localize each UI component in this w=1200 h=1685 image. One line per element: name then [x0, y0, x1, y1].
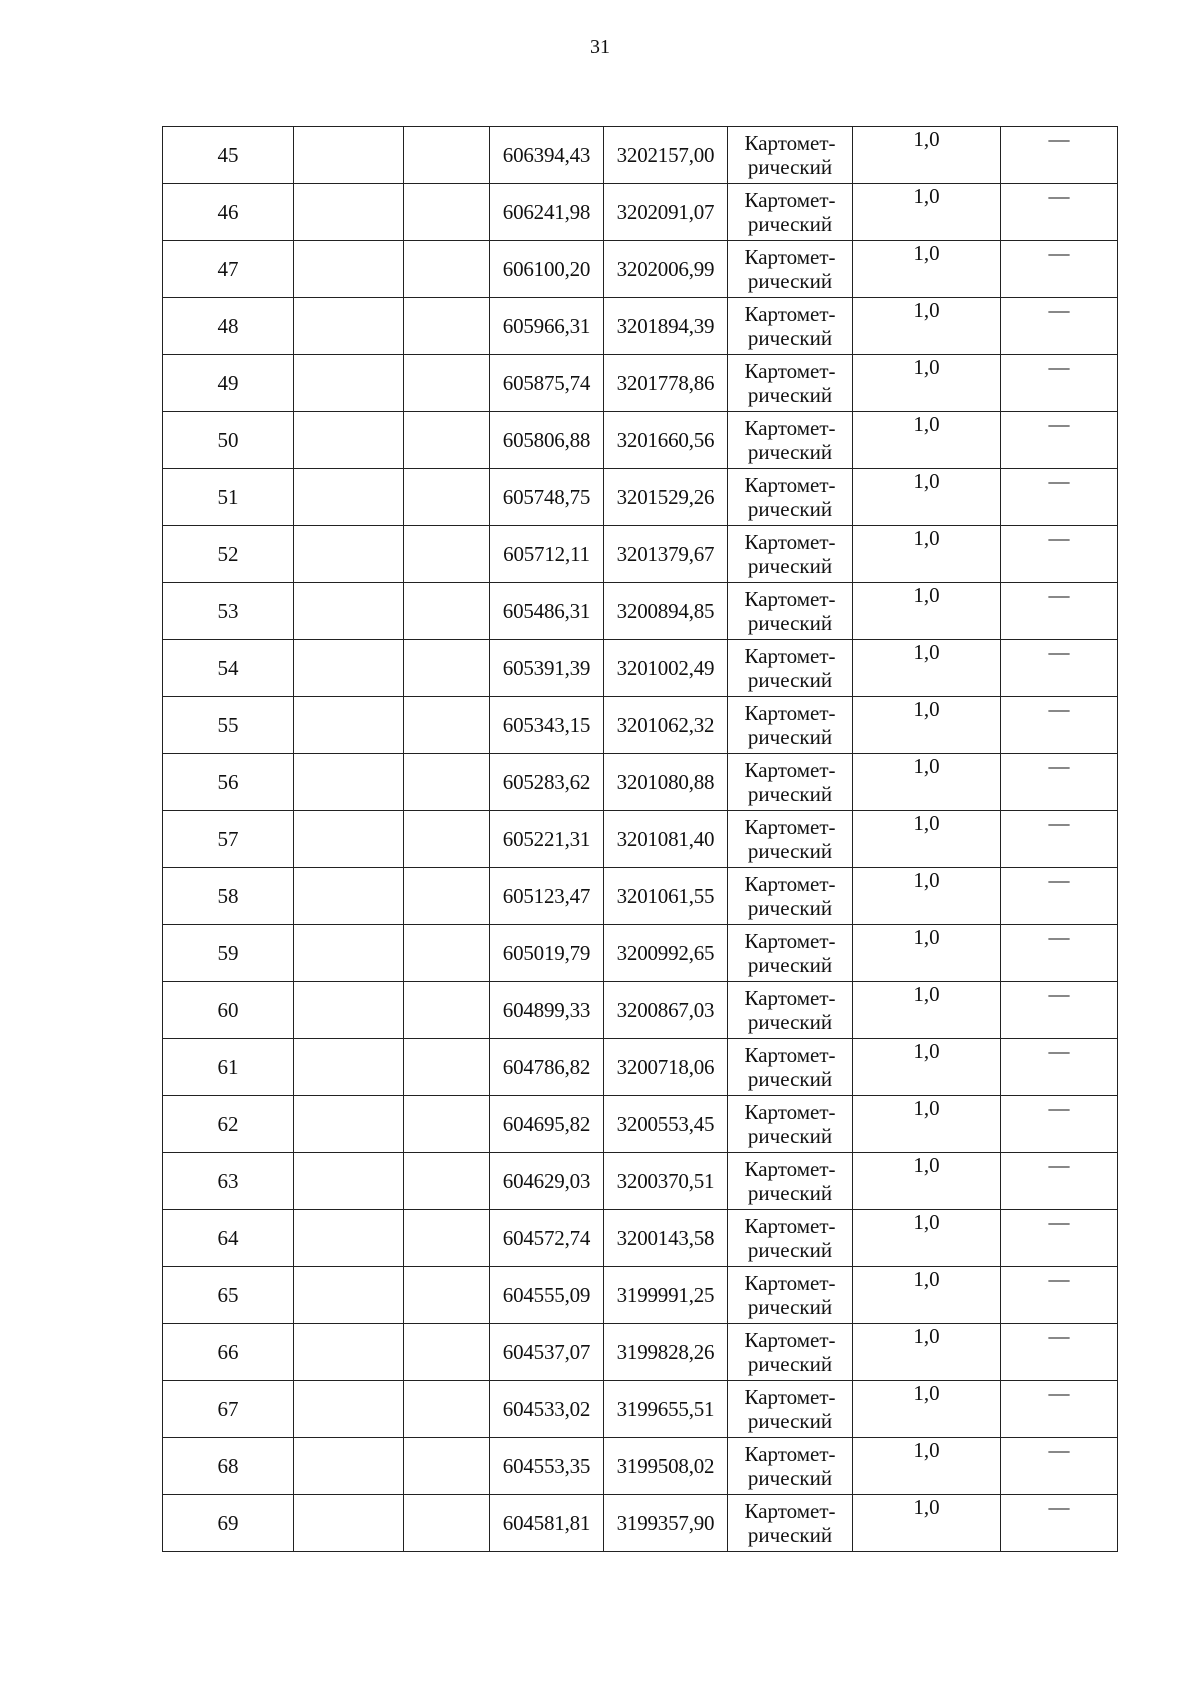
note-cell: —	[1001, 868, 1118, 925]
empty-cell-2	[404, 925, 490, 982]
y-coordinate-cell: 3199655,51	[604, 1381, 728, 1438]
y-coordinate-cell: 3201660,56	[604, 412, 728, 469]
y-coordinate-cell: 3200992,65	[604, 925, 728, 982]
table-row	[163, 754, 1118, 811]
table-row	[163, 1267, 1118, 1324]
note-cell: —	[1001, 640, 1118, 697]
empty-cell-1	[294, 526, 404, 583]
accuracy-cell: 1,0	[853, 526, 1001, 583]
x-coordinate-cell: 604553,35	[490, 1438, 604, 1495]
accuracy-cell: 1,0	[853, 754, 1001, 811]
x-coordinate-cell: 604629,03	[490, 1153, 604, 1210]
method-line-2: рический	[747, 1067, 833, 1091]
table-row	[163, 1039, 1118, 1096]
method-cell	[728, 1267, 853, 1324]
method-line-1: Картомет-	[744, 757, 836, 782]
empty-cell-1	[294, 1096, 404, 1153]
empty-cell-1	[294, 868, 404, 925]
note-cell: —	[1001, 1210, 1118, 1267]
method-cell	[728, 754, 853, 811]
x-coordinate-cell: 604537,07	[490, 1324, 604, 1381]
point-number-cell: 63	[163, 1153, 294, 1210]
method-line-2: рический	[747, 1352, 833, 1376]
method-line-2: рический	[747, 782, 833, 806]
method-line-2: рический	[747, 212, 833, 236]
empty-cell-2	[404, 1096, 490, 1153]
point-number-cell: 57	[163, 811, 294, 868]
accuracy-cell: 1,0	[853, 412, 1001, 469]
empty-cell-1	[294, 1153, 404, 1210]
accuracy-cell: 1,0	[853, 1324, 1001, 1381]
point-number-cell: 58	[163, 868, 294, 925]
accuracy-cell: 1,0	[853, 241, 1001, 298]
point-number-cell: 55	[163, 697, 294, 754]
y-coordinate-cell: 3200894,85	[604, 583, 728, 640]
y-coordinate-cell: 3202091,07	[604, 184, 728, 241]
table-row	[163, 1324, 1118, 1381]
y-coordinate-cell: 3200718,06	[604, 1039, 728, 1096]
x-coordinate-cell: 604786,82	[490, 1039, 604, 1096]
table-row	[163, 298, 1118, 355]
method-cell	[728, 640, 853, 697]
note-cell: —	[1001, 1039, 1118, 1096]
x-coordinate-cell: 605391,39	[490, 640, 604, 697]
method-line-2: рический	[747, 839, 833, 863]
accuracy-cell: 1,0	[853, 1096, 1001, 1153]
y-coordinate-cell: 3201002,49	[604, 640, 728, 697]
method-cell	[728, 811, 853, 868]
empty-cell-2	[404, 868, 490, 925]
point-number-cell: 62	[163, 1096, 294, 1153]
note-cell: —	[1001, 1438, 1118, 1495]
method-line-1: Картомет-	[744, 1270, 836, 1295]
note-cell: —	[1001, 526, 1118, 583]
method-line-2: рический	[747, 1010, 833, 1034]
empty-cell-2	[404, 1267, 490, 1324]
method-cell	[728, 1210, 853, 1267]
method-cell	[728, 1324, 853, 1381]
x-coordinate-cell: 604695,82	[490, 1096, 604, 1153]
method-line-2: рический	[747, 1124, 833, 1148]
empty-cell-2	[404, 184, 490, 241]
method-cell	[728, 298, 853, 355]
table-row	[163, 412, 1118, 469]
x-coordinate-cell: 605221,31	[490, 811, 604, 868]
y-coordinate-cell: 3201379,67	[604, 526, 728, 583]
method-line-2: рический	[747, 668, 833, 692]
point-number-cell: 50	[163, 412, 294, 469]
empty-cell-2	[404, 412, 490, 469]
point-number-cell: 51	[163, 469, 294, 526]
accuracy-cell: 1,0	[853, 1267, 1001, 1324]
accuracy-cell: 1,0	[853, 1210, 1001, 1267]
point-number-cell: 47	[163, 241, 294, 298]
method-line-2: рический	[747, 497, 833, 521]
empty-cell-1	[294, 1438, 404, 1495]
empty-cell-1	[294, 241, 404, 298]
method-line-2: рический	[747, 611, 833, 635]
method-cell	[728, 1381, 853, 1438]
y-coordinate-cell: 3201529,26	[604, 469, 728, 526]
point-number-cell: 66	[163, 1324, 294, 1381]
x-coordinate-cell: 605875,74	[490, 355, 604, 412]
method-line-2: рический	[747, 896, 833, 920]
accuracy-cell: 1,0	[853, 355, 1001, 412]
method-line-2: рический	[747, 1409, 833, 1433]
point-number-cell: 60	[163, 982, 294, 1039]
method-cell	[728, 1153, 853, 1210]
table-row	[163, 811, 1118, 868]
y-coordinate-cell: 3201894,39	[604, 298, 728, 355]
y-coordinate-cell: 3199991,25	[604, 1267, 728, 1324]
empty-cell-2	[404, 1324, 490, 1381]
x-coordinate-cell: 605123,47	[490, 868, 604, 925]
method-line-1: Картомет-	[744, 301, 836, 326]
empty-cell-2	[404, 1210, 490, 1267]
x-coordinate-cell: 604555,09	[490, 1267, 604, 1324]
empty-cell-2	[404, 526, 490, 583]
method-line-1: Картомет-	[744, 472, 836, 497]
note-cell: —	[1001, 754, 1118, 811]
y-coordinate-cell: 3199508,02	[604, 1438, 728, 1495]
method-cell	[728, 1096, 853, 1153]
x-coordinate-cell: 604899,33	[490, 982, 604, 1039]
point-number-cell: 52	[163, 526, 294, 583]
method-cell	[728, 127, 853, 184]
point-number-cell: 69	[163, 1495, 294, 1552]
method-line-1: Картомет-	[744, 1156, 836, 1181]
table-row	[163, 982, 1118, 1039]
empty-cell-2	[404, 1438, 490, 1495]
empty-cell-1	[294, 355, 404, 412]
note-cell: —	[1001, 1096, 1118, 1153]
empty-cell-2	[404, 1039, 490, 1096]
point-number-cell: 46	[163, 184, 294, 241]
empty-cell-2	[404, 355, 490, 412]
empty-cell-1	[294, 1267, 404, 1324]
accuracy-cell: 1,0	[853, 1039, 1001, 1096]
page-number: 31	[590, 36, 610, 58]
method-line-1: Картомет-	[744, 814, 836, 839]
accuracy-cell: 1,0	[853, 925, 1001, 982]
method-line-1: Картомет-	[744, 187, 836, 212]
point-number-cell: 59	[163, 925, 294, 982]
method-line-1: Картомет-	[744, 928, 836, 953]
method-line-2: рический	[747, 1523, 833, 1547]
empty-cell-1	[294, 1324, 404, 1381]
y-coordinate-cell: 3201061,55	[604, 868, 728, 925]
empty-cell-1	[294, 640, 404, 697]
table-row	[163, 184, 1118, 241]
point-number-cell: 49	[163, 355, 294, 412]
method-line-1: Картомет-	[744, 1498, 836, 1523]
empty-cell-1	[294, 1495, 404, 1552]
method-line-2: рический	[747, 269, 833, 293]
x-coordinate-cell: 605966,31	[490, 298, 604, 355]
method-cell	[728, 925, 853, 982]
empty-cell-1	[294, 127, 404, 184]
accuracy-cell: 1,0	[853, 868, 1001, 925]
method-line-1: Картомет-	[744, 358, 836, 383]
accuracy-cell: 1,0	[853, 697, 1001, 754]
accuracy-cell: 1,0	[853, 1495, 1001, 1552]
y-coordinate-cell: 3201778,86	[604, 355, 728, 412]
method-line-2: рический	[747, 725, 833, 749]
empty-cell-1	[294, 469, 404, 526]
table-row	[163, 640, 1118, 697]
empty-cell-1	[294, 925, 404, 982]
x-coordinate-cell: 605283,62	[490, 754, 604, 811]
method-cell	[728, 1438, 853, 1495]
empty-cell-2	[404, 127, 490, 184]
note-cell: —	[1001, 1495, 1118, 1552]
y-coordinate-cell: 3201081,40	[604, 811, 728, 868]
point-number-cell: 68	[163, 1438, 294, 1495]
empty-cell-2	[404, 697, 490, 754]
method-cell	[728, 1039, 853, 1096]
accuracy-cell: 1,0	[853, 1153, 1001, 1210]
method-line-1: Картомет-	[744, 1042, 836, 1067]
note-cell: —	[1001, 1381, 1118, 1438]
table-row	[163, 127, 1118, 184]
point-number-cell: 67	[163, 1381, 294, 1438]
empty-cell-2	[404, 754, 490, 811]
method-line-2: рический	[747, 554, 833, 578]
x-coordinate-cell: 604581,81	[490, 1495, 604, 1552]
accuracy-cell: 1,0	[853, 583, 1001, 640]
method-cell	[728, 583, 853, 640]
y-coordinate-cell: 3200143,58	[604, 1210, 728, 1267]
x-coordinate-cell: 606241,98	[490, 184, 604, 241]
point-number-cell: 53	[163, 583, 294, 640]
table-row	[163, 1438, 1118, 1495]
y-coordinate-cell: 3201062,32	[604, 697, 728, 754]
coordinates-table	[162, 126, 1118, 1552]
accuracy-cell: 1,0	[853, 127, 1001, 184]
accuracy-cell: 1,0	[853, 1438, 1001, 1495]
x-coordinate-cell: 606100,20	[490, 241, 604, 298]
empty-cell-2	[404, 1153, 490, 1210]
empty-cell-1	[294, 298, 404, 355]
point-number-cell: 64	[163, 1210, 294, 1267]
y-coordinate-cell: 3199828,26	[604, 1324, 728, 1381]
table-row	[163, 1381, 1118, 1438]
y-coordinate-cell: 3200370,51	[604, 1153, 728, 1210]
y-coordinate-cell: 3199357,90	[604, 1495, 728, 1552]
method-cell	[728, 1495, 853, 1552]
table-row	[163, 1096, 1118, 1153]
method-line-1: Картомет-	[744, 700, 836, 725]
y-coordinate-cell: 3200867,03	[604, 982, 728, 1039]
empty-cell-2	[404, 811, 490, 868]
note-cell: —	[1001, 1267, 1118, 1324]
note-cell: —	[1001, 298, 1118, 355]
x-coordinate-cell: 605748,75	[490, 469, 604, 526]
method-cell	[728, 184, 853, 241]
method-line-2: рический	[747, 326, 833, 350]
method-line-1: Картомет-	[744, 1327, 836, 1352]
table-row	[163, 526, 1118, 583]
empty-cell-1	[294, 184, 404, 241]
x-coordinate-cell: 604572,74	[490, 1210, 604, 1267]
method-line-1: Картомет-	[744, 1099, 836, 1124]
empty-cell-1	[294, 982, 404, 1039]
accuracy-cell: 1,0	[853, 184, 1001, 241]
accuracy-cell: 1,0	[853, 982, 1001, 1039]
note-cell: —	[1001, 811, 1118, 868]
method-line-1: Картомет-	[744, 985, 836, 1010]
note-cell: —	[1001, 1153, 1118, 1210]
method-line-1: Картомет-	[744, 529, 836, 554]
empty-cell-1	[294, 697, 404, 754]
accuracy-cell: 1,0	[853, 469, 1001, 526]
y-coordinate-cell: 3200553,45	[604, 1096, 728, 1153]
note-cell: —	[1001, 355, 1118, 412]
empty-cell-2	[404, 1495, 490, 1552]
empty-cell-1	[294, 412, 404, 469]
note-cell: —	[1001, 1324, 1118, 1381]
method-line-1: Картомет-	[744, 244, 836, 269]
table-body	[163, 127, 1118, 1552]
empty-cell-2	[404, 241, 490, 298]
method-line-1: Картомет-	[744, 130, 836, 155]
method-line-2: рический	[747, 1238, 833, 1262]
empty-cell-1	[294, 811, 404, 868]
x-coordinate-cell: 606394,43	[490, 127, 604, 184]
table-row	[163, 469, 1118, 526]
point-number-cell: 48	[163, 298, 294, 355]
x-coordinate-cell: 605712,11	[490, 526, 604, 583]
method-line-1: Картомет-	[744, 415, 836, 440]
point-number-cell: 65	[163, 1267, 294, 1324]
table-row	[163, 583, 1118, 640]
method-line-2: рический	[747, 1181, 833, 1205]
note-cell: —	[1001, 697, 1118, 754]
empty-cell-2	[404, 982, 490, 1039]
empty-cell-2	[404, 640, 490, 697]
x-coordinate-cell: 605019,79	[490, 925, 604, 982]
x-coordinate-cell: 605806,88	[490, 412, 604, 469]
method-line-1: Картомет-	[744, 1384, 836, 1409]
method-cell	[728, 355, 853, 412]
table-row	[163, 1495, 1118, 1552]
table-row	[163, 355, 1118, 412]
empty-cell-2	[404, 1381, 490, 1438]
point-number-cell: 61	[163, 1039, 294, 1096]
method-cell	[728, 697, 853, 754]
method-line-2: рический	[747, 155, 833, 179]
method-line-1: Картомет-	[744, 643, 836, 668]
note-cell: —	[1001, 583, 1118, 640]
table-row	[163, 1210, 1118, 1267]
x-coordinate-cell: 605486,31	[490, 583, 604, 640]
y-coordinate-cell: 3201080,88	[604, 754, 728, 811]
method-line-2: рический	[747, 1295, 833, 1319]
method-cell	[728, 469, 853, 526]
accuracy-cell: 1,0	[853, 811, 1001, 868]
point-number-cell: 54	[163, 640, 294, 697]
empty-cell-1	[294, 1381, 404, 1438]
empty-cell-2	[404, 583, 490, 640]
point-number-cell: 56	[163, 754, 294, 811]
x-coordinate-cell: 604533,02	[490, 1381, 604, 1438]
empty-cell-1	[294, 754, 404, 811]
note-cell: —	[1001, 925, 1118, 982]
method-cell	[728, 982, 853, 1039]
method-line-1: Картомет-	[744, 586, 836, 611]
method-line-1: Картомет-	[744, 1213, 836, 1238]
method-cell	[728, 241, 853, 298]
method-cell	[728, 526, 853, 583]
empty-cell-2	[404, 469, 490, 526]
empty-cell-1	[294, 1210, 404, 1267]
method-line-1: Картомет-	[744, 871, 836, 896]
table-row	[163, 241, 1118, 298]
accuracy-cell: 1,0	[853, 298, 1001, 355]
x-coordinate-cell: 605343,15	[490, 697, 604, 754]
empty-cell-1	[294, 1039, 404, 1096]
note-cell: —	[1001, 127, 1118, 184]
method-line-2: рический	[747, 383, 833, 407]
method-line-1: Картомет-	[744, 1441, 836, 1466]
point-number-cell: 45	[163, 127, 294, 184]
method-cell	[728, 868, 853, 925]
method-line-2: рический	[747, 1466, 833, 1490]
empty-cell-2	[404, 298, 490, 355]
method-cell	[728, 412, 853, 469]
table-row	[163, 868, 1118, 925]
y-coordinate-cell: 3202157,00	[604, 127, 728, 184]
method-line-2: рический	[747, 440, 833, 464]
note-cell: —	[1001, 982, 1118, 1039]
note-cell: —	[1001, 184, 1118, 241]
accuracy-cell: 1,0	[853, 640, 1001, 697]
note-cell: —	[1001, 412, 1118, 469]
accuracy-cell: 1,0	[853, 1381, 1001, 1438]
table-row	[163, 925, 1118, 982]
y-coordinate-cell: 3202006,99	[604, 241, 728, 298]
empty-cell-1	[294, 583, 404, 640]
table-row	[163, 697, 1118, 754]
note-cell: —	[1001, 241, 1118, 298]
note-cell: —	[1001, 469, 1118, 526]
method-line-2: рический	[747, 953, 833, 977]
table-row	[163, 1153, 1118, 1210]
